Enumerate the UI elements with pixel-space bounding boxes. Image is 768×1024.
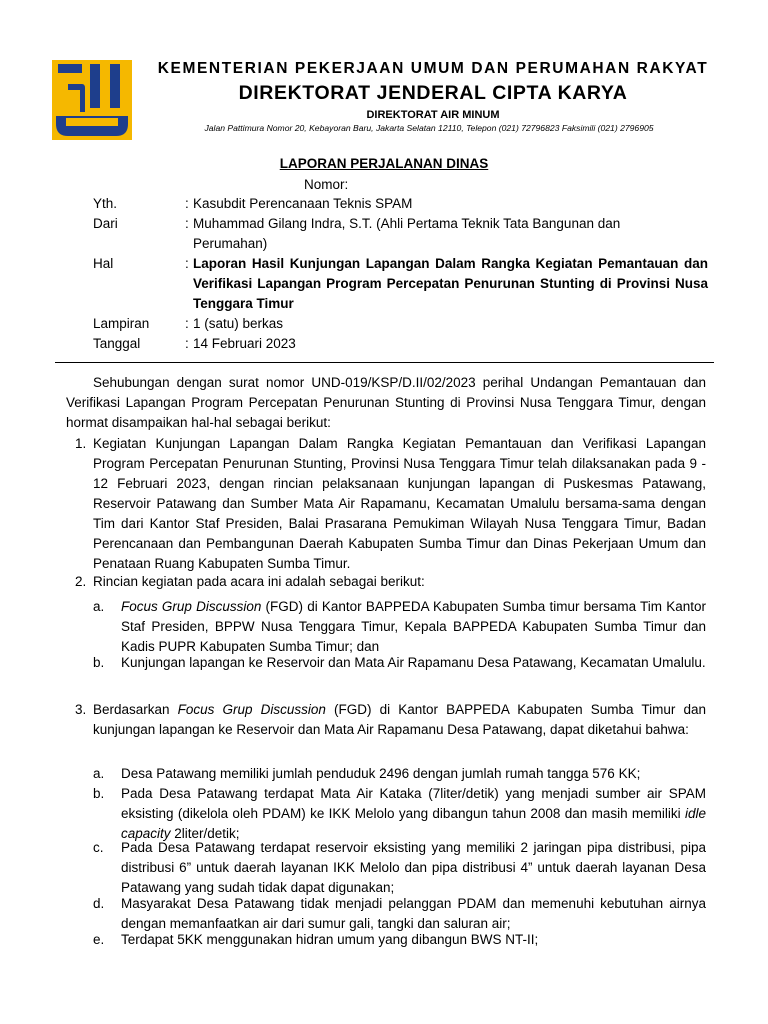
meta-value-tanggal: 14 Februari 2023 — [193, 336, 296, 351]
meta-colon: : — [185, 316, 189, 331]
meta-label-yth: Yth. — [93, 196, 118, 211]
item-2-text: Rincian kegiatan pada acara ini adalah sebagai berikut: — [93, 574, 425, 589]
letterhead-address: Jalan Pattimura Nomor 20, Kebayoran Baru, Jakarta Selatan 12110, Telepon (021) 72796823 Faksimili (021) 2796905 — [204, 123, 654, 133]
meta-row-tanggal — [93, 334, 708, 354]
item-2a-text — [121, 597, 706, 657]
item-3e-label: e. — [93, 932, 105, 947]
meta-row-lampiran — [93, 314, 708, 334]
logo-bar-top — [58, 64, 82, 73]
item-3d-label: d. — [93, 896, 105, 911]
directorate-general-name: DIREKTORAT JENDERAL CIPTA KARYA — [238, 82, 628, 104]
item-3a-text: Desa Patawang memiliki jumlah penduduk 2496 dengan jumlah rumah tangga 576 KK; — [121, 766, 641, 781]
item-2b-text: Kunjungan lapangan ke Reservoir dan Mata Air Rapamanu Desa Patawang, Kecamatan Umalulu. — [121, 655, 706, 670]
item-3b-main: Pada Desa Patawang terdapat Mata Air Kataka (7liter/detik) yang menjadi sumber air SPAM eksisting (dikelola oleh PDAM) ke IKK Melolo yang dibangun tahun 2008 dan masih memiliki — [121, 786, 706, 821]
item-3b-label: b. — [93, 786, 105, 801]
meta-row-dari — [93, 214, 708, 254]
logo-bar-right — [110, 64, 120, 108]
directorate-name: DIREKTORAT AIR MINUM — [366, 109, 500, 121]
item-3e-text: Terdapat 5KK menggunakan hidran umum yang dibangun BWS NT-II; — [121, 932, 539, 947]
item-3b-end: 2liter/detik; — [170, 826, 240, 841]
report-title: LAPORAN PERJALANAN DINAS — [279, 156, 489, 171]
item-2a-emphasis: Focus Grup Discussion — [121, 599, 262, 614]
report-number-label: Nomor: — [304, 177, 349, 192]
item-3-emphasis: Focus Grup Discussion — [177, 702, 326, 717]
meta-row-hal — [93, 254, 708, 314]
meta-value-lampiran: 1 (satu) berkas — [193, 316, 284, 331]
intro-paragraph: Sehubungan dengan surat nomor UND-019/KSP/D.II/02/2023 perihal Undangan Pemantauan dan Verifikasi Lapangan Program Percepatan Penurunan Stunting di Provinsi Nusa Tenggara Timur, dengan hormat disampaikan hal-hal sebagai berikut: — [66, 375, 706, 430]
item-3c-text: Pada Desa Patawang terdapat reservoir eksisting yang memiliki 2 jaringan pipa distribusi, pipa distribusi 6” untuk daerah layanan IKK Melolo dan pipa distribusi 4” untuk daerah layanan Desa Patawang yang sudah tidak dapat digunakan; — [121, 840, 706, 895]
header-divider — [55, 362, 714, 363]
logo-bar-mid — [90, 64, 100, 108]
meta-colon: : — [185, 336, 189, 351]
item-3b-emphasis: idle capacity — [121, 806, 706, 841]
meta-label-hal: Hal — [93, 256, 114, 271]
meta-label-lampiran: Lampiran — [93, 316, 150, 331]
item-number-1: 1. — [75, 436, 87, 451]
meta-colon: : — [185, 216, 189, 231]
meta-colon: : — [185, 256, 189, 271]
meta-value-hal: Laporan Hasil Kunjungan Lapangan Dalam Rangka Kegiatan Pemantauan dan Verifikasi Lapangan Program Percepatan Penurunan Stunting di Provinsi Nusa Tenggara Timur — [193, 256, 708, 311]
meta-label-dari: Dari — [93, 216, 118, 231]
meta-value-yth: Kasubdit Perencanaan Teknis SPAM — [193, 196, 413, 211]
item-3c-label: c. — [93, 840, 104, 855]
item-3-text — [93, 700, 706, 740]
meta-row-yth — [93, 194, 708, 214]
item-2a-label: a. — [93, 599, 105, 614]
item-2b-label: b. — [93, 655, 105, 670]
ministry-name: KEMENTERIAN PEKERJAAN UMUM DAN PERUMAHAN RAKYAT — [157, 60, 709, 77]
item-1-text: Kegiatan Kunjungan Lapangan Dalam Rangka Kegiatan Pemantauan dan Verifikasi Lapangan Program Percepatan Penurunan Stunting, Provinsi Nusa Tenggara Timur telah dilaksanakan pada 9 - 12 Februari 2023, dengan rincian pelaksanaan kunjungan lapangan di Puskesmas Patawang, Reservoir Patawang dan Sumber Mata Air Rapamanu, Kecamatan Umalulu bersama-sama dengan Tim dari Kantor Staf Presiden, Balai Prasarana Pemukiman Wilayah Nusa Tenggara Timur, Badan Perencanaan dan Pembangunan Daerah Kabupaten Sumba Timur dan Dinas Pekerjaan Umum dan Penataan Ruang Kabupaten Sumba Timur. — [93, 436, 706, 571]
logo-arc-inner — [66, 118, 118, 126]
item-3-pre: Berdasarkan — [93, 702, 178, 717]
item-3d-text: Masyarakat Desa Patawang tidak menjadi pelanggan PDAM dan memenuhi kebutuhan airnya dengan memanfaatkan air dari sumur gali, tangki dan saluran air; — [121, 896, 706, 931]
meta-colon: : — [185, 196, 189, 211]
item-number-2: 2. — [75, 574, 87, 589]
item-number-3: 3. — [75, 702, 87, 717]
meta-value-dari-line2: Perumahan) — [193, 236, 268, 251]
item-3a-label: a. — [93, 766, 105, 781]
item-3-rest: (FGD) di Kantor BAPPEDA Kabupaten Sumba Timur dan kunjungan lapangan ke Reservoir dan Mata Air Rapamanu Desa Patawang, dapat diketahui bahwa: — [93, 702, 706, 737]
item-2a-rest: (FGD) di Kantor BAPPEDA Kabupaten Sumba timur bersama Tim Kantor Staf Presiden, BPPW Nusa Tenggara Timur, Kepala BAPPEDA Kabupaten Sumba Timur dan Kadis PUPR Kabupaten Sumba Timur; dan — [121, 599, 706, 654]
meta-label-tanggal: Tanggal — [93, 336, 141, 351]
item-3b-text — [121, 784, 706, 844]
ministry-logo — [52, 60, 132, 140]
meta-value-dari-line1: Muhammad Gilang Indra, S.T. (Ahli Pertama Teknik Tata Bangunan dan — [193, 216, 621, 231]
